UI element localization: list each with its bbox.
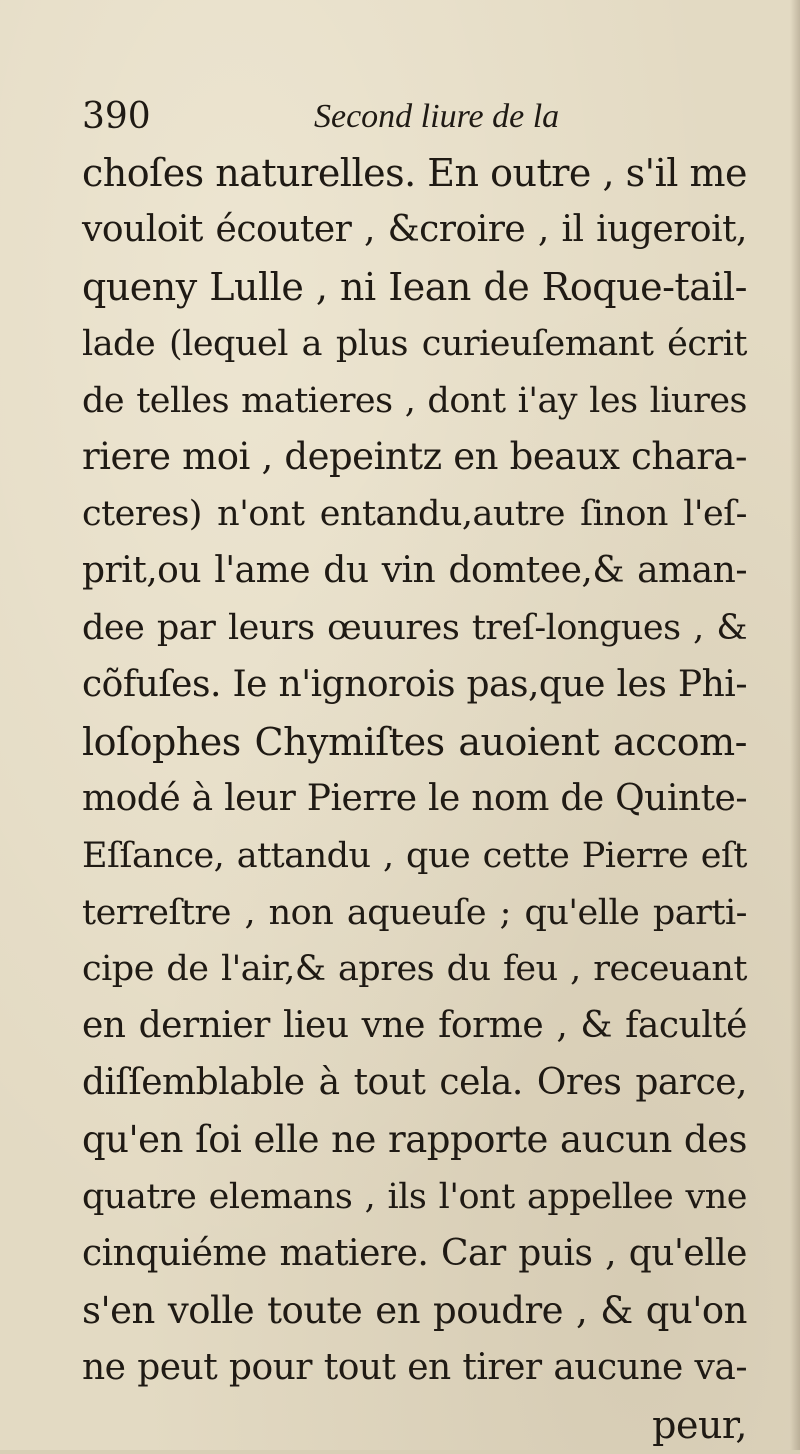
page-number: 390 bbox=[82, 96, 151, 137]
text-line: de telles matieres , dont i'ay les liures bbox=[82, 380, 747, 421]
text-line: loſophes Chymiſtes auoient accom- bbox=[82, 719, 747, 764]
text-line: vouloit écouter , &croire , il iugeroit, bbox=[82, 208, 747, 250]
text-line: choſes naturelles. En outre , s'il me bbox=[82, 151, 747, 195]
body-text bbox=[82, 145, 747, 1453]
text-line: cõfuſes. Ie n'ignorois pas,que les Phi- bbox=[82, 664, 747, 706]
page-edge-shadow bbox=[790, 0, 800, 1450]
running-head-title: Second liure de la bbox=[314, 98, 560, 135]
text-line: cipe de l'air,& apres du feu , receuant bbox=[82, 949, 747, 990]
text-line: queny Lulle , ni Iean de Roque-tail- bbox=[82, 264, 747, 309]
text-line: diſſemblable à tout cela. Ores parce, bbox=[82, 1062, 747, 1104]
text-line: modé à leur Pierre le nom de Quinte- bbox=[82, 777, 747, 819]
text-line: quatre elemans , ils l'ont appellee vne bbox=[82, 1177, 747, 1218]
text-line: lade (lequel a plus curieuſemant écrit bbox=[82, 323, 747, 364]
catchword-line: peur, bbox=[652, 1402, 747, 1447]
text-line: cteres) n'ont entandu,autre ſinon l'eſ- bbox=[82, 494, 747, 535]
text-line: qu'en ſoi elle ne rapporte aucun des bbox=[82, 1118, 747, 1162]
text-line: dee par leurs œuures treſ-longues , & bbox=[82, 608, 747, 649]
text-line: Eſſance, attandu , que cette Pierre eſt bbox=[82, 835, 747, 876]
text-line: prit,ou l'ame du vin domtee,& aman- bbox=[82, 550, 747, 592]
text-line: riere moi , depeintz en beaux chara- bbox=[82, 435, 747, 479]
text-line: ne peut pour tout en tirer aucune va- bbox=[82, 1346, 747, 1388]
text-line: cinquiéme matiere. Car puis , qu'elle bbox=[82, 1232, 747, 1274]
text-line: s'en volle toute en poudre , & qu'on bbox=[82, 1288, 747, 1332]
text-line: terreſtre , non aqueuſe ; qu'elle parti- bbox=[82, 892, 747, 933]
text-line: en dernier lieu vne forme , & faculté bbox=[82, 1005, 747, 1047]
running-head bbox=[82, 92, 742, 142]
